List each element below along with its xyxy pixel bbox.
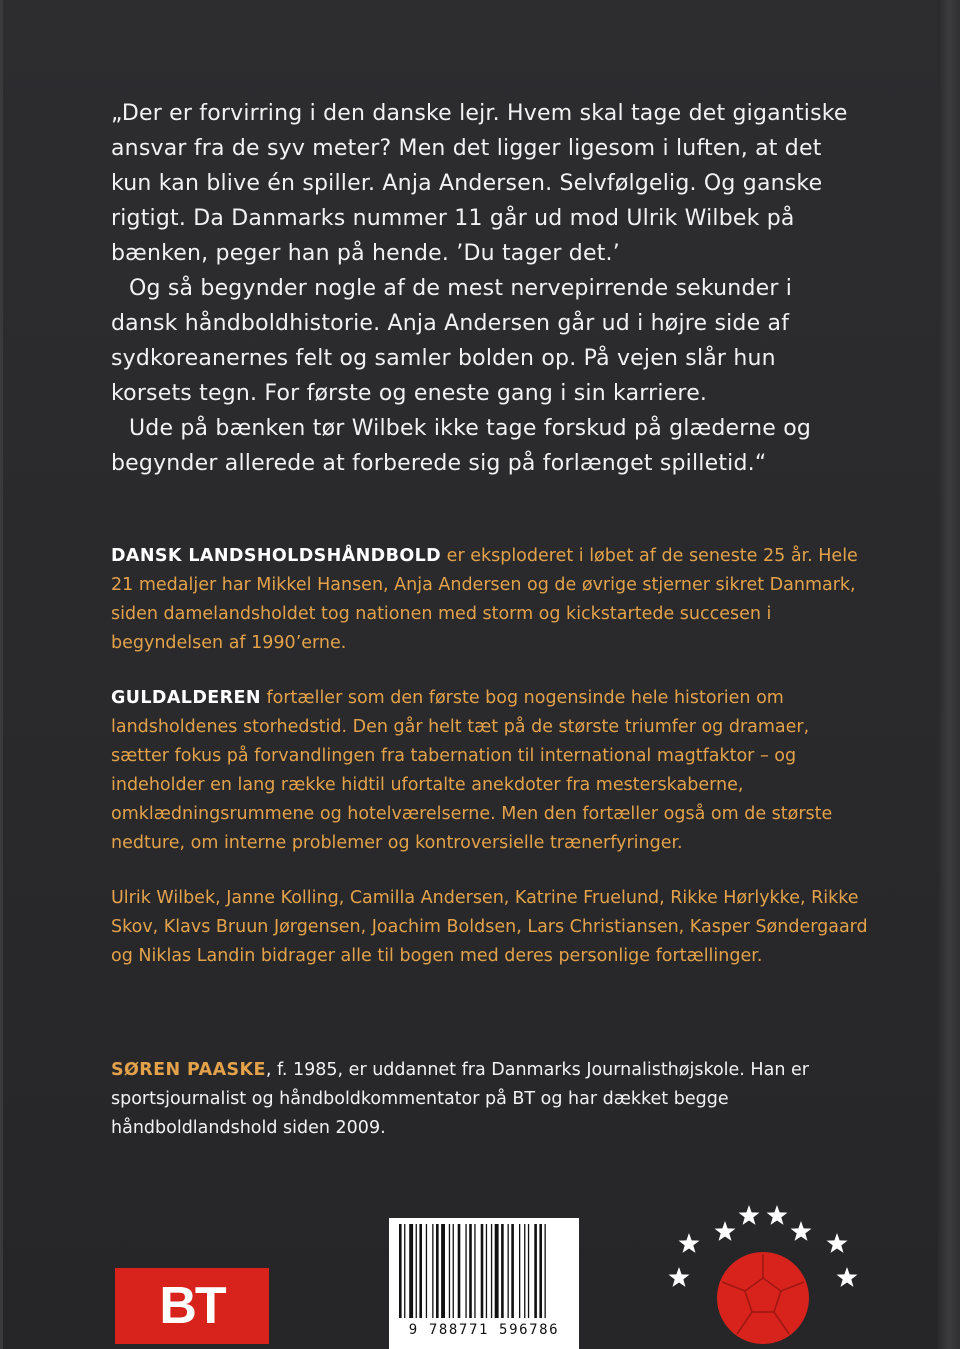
barcode-bar [534, 1224, 537, 1318]
star-icon [739, 1205, 760, 1225]
quote-paragraph-3: Ude på bænken tør Wilbek ikke tage forskud på glæderne og begynder allerede at forberede sig på forlænget spilletid.“ [111, 416, 812, 476]
barcode-bar [409, 1224, 413, 1318]
barcode-bar [436, 1224, 439, 1318]
star-icon [791, 1221, 812, 1241]
barcode-bar [453, 1224, 454, 1318]
barcode-bar [539, 1224, 542, 1318]
author-bio-text: , f. 1985, er uddannet fra Danmarks Journalisthøjskole. Han er sportsjournalist og håndboldkommentator på BT og har dækket begge håndboldlandshold siden 2009. [111, 1060, 809, 1138]
star-icon [715, 1221, 736, 1241]
barcode-bar [469, 1224, 472, 1318]
barcode-bar [441, 1224, 445, 1318]
excerpt-quote [111, 96, 851, 481]
blurb-text-1: er eksploderet i løbet af de seneste 25 år. Hele 21 medaljer har Mikkel Hansen, Anja Andersen og de øvrige stjerner sikret Danmark, siden damelandsholdet tog nationen med storm og kickstartede succesen i begyndelsen af 1990’erne. [111, 546, 858, 653]
blurb-paragraph-1 [111, 542, 871, 658]
barcode-bar [528, 1224, 529, 1318]
star-icon [827, 1233, 848, 1253]
publisher-logo: BT [115, 1268, 269, 1344]
barcode-bar [426, 1224, 427, 1318]
star-icon [837, 1267, 858, 1287]
isbn-number: 9 788771 596786 [408, 1322, 560, 1338]
barcode-bar [404, 1224, 405, 1318]
barcode-bar [508, 1224, 509, 1318]
barcode-bar [545, 1224, 546, 1318]
star-icon [679, 1233, 700, 1253]
barcode-bar [465, 1224, 466, 1318]
barcode-bar [481, 1224, 484, 1318]
barcode-bar [524, 1224, 525, 1318]
barcode-bar [501, 1224, 504, 1318]
barcode-bar [474, 1224, 475, 1318]
blurb-lead-1: DANSK LANDSHOLDSHÅNDBOLD [111, 546, 442, 566]
barcode-bar [449, 1224, 450, 1318]
barcode-bar [416, 1224, 417, 1318]
blurb-text-2: fortæller som den første bog nogensinde hele historien om landsholdenes storhedstid. Den går helt tæt på de største triumfer og dramaer, sætter fokus på forvandlingen fra tabernation til international magtfaktor – og indeholder en lang række hidtil ufortalte anekdoter fra mesterskaberne, omklædningsrummene og hotelværelserne. Men den fortæller også om de største nedture, om interne problemer og kontroversielle trænerfyringer. [111, 688, 833, 853]
cover-edge [938, 0, 960, 1349]
quote-paragraph-1: „Der er forvirring i den danske lejr. Hvem skal tage det gigantiske ansvar fra de syv meter? Men det ligger ligesom i luften, at det kun kan blive én spiller. Anja Andersen. Selvfølgelig. Og ganske rigtigt. Da Danmarks nummer 11 går ud mod Ulrik Wilbek på bænken, peger han på hende. ’Du tager det.’ [111, 101, 848, 266]
barcode-bar [511, 1224, 514, 1318]
contributors-paragraph: Ulrik Wilbek, Janne Kolling, Camilla Andersen, Katrine Fruelund, Rikke Hørlykke, Rikke Skov, Klavs Bruun Jørgensen, Joachim Boldsen, Lars Christiansen, Kasper Søndergaard og Niklas Landin bidrager alle til bogen med deres personlige fortællinger. [111, 888, 868, 966]
barcode-icon [397, 1224, 571, 1320]
barcode-bar [519, 1224, 520, 1318]
author-name: SØREN PAASKE [111, 1060, 266, 1080]
quote-paragraph-2: Og så begynder nogle af de mest nervepirrende sekunder i dansk håndboldhistorie. Anja Andersen går ud i højre side af sydkoreanernes felt og samler bolden op. På vejen slår hun korsets tegn. For første og eneste gang i sin karriere. [111, 276, 793, 406]
barcode-bar [432, 1224, 433, 1318]
barcode-bar [419, 1224, 422, 1318]
barcode-bar [495, 1224, 499, 1318]
barcode [389, 1218, 579, 1349]
author-bio [111, 1056, 851, 1143]
barcode-bar [399, 1224, 402, 1318]
star-icon [669, 1267, 690, 1287]
blurb-lead-2: GULDALDEREN [111, 688, 261, 708]
handball-with-stars-icon [663, 1194, 863, 1344]
barcode-bar [486, 1224, 487, 1318]
barcode-bar [491, 1224, 492, 1318]
blurb-paragraph-2 [111, 684, 871, 858]
barcode-bar [458, 1224, 461, 1318]
star-icon [767, 1205, 788, 1225]
